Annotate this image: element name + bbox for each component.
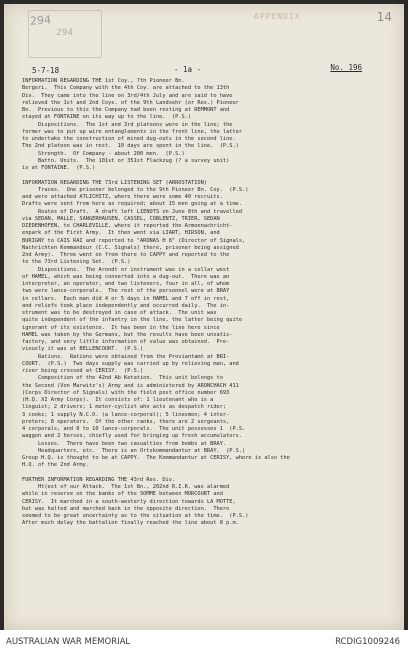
body-line: (H.Q. XI Army Corps). It consists of: 1 lieutenant who is a (22, 397, 214, 403)
body-line: HAMEL was taken by the Germans, but the results have been unsatis- (22, 331, 233, 338)
body-line: Bergeri. This Company with the 4th Coy. are attached to the 13th (22, 85, 230, 92)
body-line: CERISY. It marched in a south-westerly direction towards LA MOTTE, (22, 498, 236, 505)
stamp-folio-number: 294 (56, 28, 74, 38)
body-line: Drafts were sent from here as required; about 15 men going at a time. (22, 201, 243, 208)
appendix-mark: APPENDIX (254, 12, 301, 21)
corner-page-number: 14 (376, 10, 392, 24)
body-line: is at FONTAINE. (P.S.) (22, 165, 96, 171)
body-line: After much delay the battalion finally reached the line about 8 p.m. (22, 520, 239, 527)
body-line: Nachrichten Kommandeur (C.C. Signals) there, prisoner being assigned (22, 244, 239, 251)
body-line: enpark of the First Army. It then went via LIART, HIRSON, and (22, 230, 220, 237)
body-line: seemed to be great uncertainty as to the situation at the time. (P.S.) (22, 513, 249, 519)
body-line: Losses. There have been two casualties from bombs at BRAY. (22, 440, 227, 447)
body-line: of HAMEL, which was being converted into a dug-out. There was an (22, 273, 230, 280)
body-line: BURIGNY to CAIS RAI and reported to "ARONAS H 8" (Director of Signals, (22, 237, 246, 244)
reference-number: No. 196 (330, 63, 362, 72)
report-body-text (22, 78, 386, 630)
body-line (22, 172, 386, 179)
body-line: COURT. (P.S.) Two days supply was carried up by relieving man, and (22, 360, 239, 367)
body-line: Dispositions. The 1st and 3rd platoons were in the line; the (22, 121, 233, 128)
body-line: relieved the 1st and 2nd Coys. of the 9th Landsehr (or Res.) Pioneer (22, 99, 239, 106)
footer-reference: RCDIG1009246 (335, 637, 400, 647)
body-line: Composition of the 42nd Ab Ketation. This unit belongs to (22, 375, 223, 382)
body-line: river being crossed at CERISY. (P.S.) (22, 368, 144, 374)
archive-footer (0, 630, 408, 654)
body-line: Headquarters, etc. There is an Ortskommandantur at BRAY. (P.S.) (22, 447, 246, 454)
body-line: waggon and 2 horses, chiefly used for bringing up fresh accumulators. (22, 433, 243, 440)
body-line: Bn. Previous to this the Company had been resting at REMMONT and (22, 107, 230, 113)
body-line: Div. They came into the line on 3rd/4th July and are said to have (22, 92, 233, 99)
body-line: to the 73rd Listening Set. (P.S.) (22, 259, 131, 266)
page-number: - 1a - (174, 65, 202, 74)
body-line: ignorant of its existence. It has been in the line here since (22, 324, 220, 331)
body-line: 3 cooks; 1 supply N.C.O. (a lance-corporal); 5 linesmen; 4 inter- (22, 411, 230, 418)
body-line: two were lance-corporals. The rest of the personnel were at BRAY (22, 288, 230, 295)
body-line: via SEDAN, MALLE, SANGERHAUSEN, CASSEL, COBLENTZ, TRIER, SEDAN (22, 215, 220, 222)
body-line: preters; 8 operators. Of the other ranks, there are 2 sergeants, (22, 418, 230, 425)
body-line: Battn. Units. The 101st or 351st Flackzug (? a survey unit) (22, 157, 230, 164)
body-line: (Corps Director of Signals) with the field post office number 693 (22, 389, 230, 396)
body-line: viously it was at BELLENCOURT. (P.S.) (22, 346, 144, 353)
body-line: and were attached ATLICHITZ, where there were some 40 recruits. (22, 194, 223, 200)
body-line: DIEDENHOFEN, to CHARLEVILLE, where it reported the Armeenachricht- (22, 223, 233, 229)
body-line: INFORMATION REGARDING THE 1st Coy., 7th Pioneer Bn. (22, 78, 185, 84)
handwritten-folio-number: 294 (29, 13, 52, 28)
body-line: interpreter, an operator, and two listeners, four in all, of whom (22, 281, 230, 287)
body-line: linguist; 2 drivers; 1 motor-cyclist who acts as despatch rider; (22, 404, 227, 411)
body-line: Routes of Draft. A draft left LIENOTS on June 8th and travelled (22, 208, 243, 215)
body-line: while in reserve on the banks of the SOMME between MORCOURT and (22, 491, 223, 498)
body-line: INFORMATION REGARDING THE 73rd LISTENING SET (ARROSTATION) (22, 179, 207, 186)
body-line: former was to put up wire entanglements in the front line, the latter (22, 128, 243, 135)
body-line: 2nd Army). Three went on from there to CAPPY and reported to the (22, 252, 230, 258)
body-line: factory, and very little information of value was obtained. Pre- (22, 339, 230, 345)
footer-institution: AUSTRALIAN WAR MEMORIAL (6, 637, 131, 647)
body-line: Dispositions. The Arondt or instrument was in a cellar west (22, 266, 230, 273)
body-line: the Second (Von Marwitz's) Army and is administered by ARONCHACH 411 (22, 382, 239, 389)
body-line: 4 corporals, and 8 to 10 lance-corporals. The unit possesses 1 (P.S. (22, 426, 246, 432)
body-line: Traces. One prisoner belonged to the 9th Pioneer Bn. Coy. (P.S.) (22, 186, 249, 193)
body-line: stayed at FONTAINE on its way up to the line. (P.S.) (22, 114, 192, 121)
body-line: Ht(est of our Attack. The 1st Bn., 202nd R.I.R. was alarmed (22, 484, 230, 490)
body-line: FURTHER INFORMATION REGARDING THE 43rd Res. Div. (22, 476, 176, 483)
body-line: H.Q. of the 2nd Army. (22, 462, 89, 469)
body-line: to undertake the construction of mined dug-outs in the second line. (22, 136, 236, 142)
body-line: Strength. Of Company - about 200 men. (P.S.) (22, 150, 185, 157)
body-line: Rations. Rations were obtained from the Proviantamt at BRI- (22, 353, 230, 360)
body-line (22, 470, 386, 477)
body-line: and reliefs took place independently and occurred daily. The in- (22, 302, 230, 309)
body-line: in cellars. Each man did 4 or 5 days in HAMEL and 7 off in rest, (22, 295, 230, 302)
body-line: quite independent of the infantry in the line, the latter being quite (22, 317, 243, 324)
body-line: strument was to be destroyed in case of attack. The unit was (22, 310, 217, 316)
document-date: 5-7-18 (32, 66, 60, 75)
body-line: but was halted and marched back in the opposite direction. There (22, 505, 230, 512)
body-line: The 2nd platoon was in rest. 10 days are spent in the line. (P.S.) (22, 143, 239, 150)
document-page (4, 4, 404, 630)
body-line: Group H.Q. is thought to be at CAPPY. The Kommandantur at CERISY, where is also the (22, 455, 290, 461)
